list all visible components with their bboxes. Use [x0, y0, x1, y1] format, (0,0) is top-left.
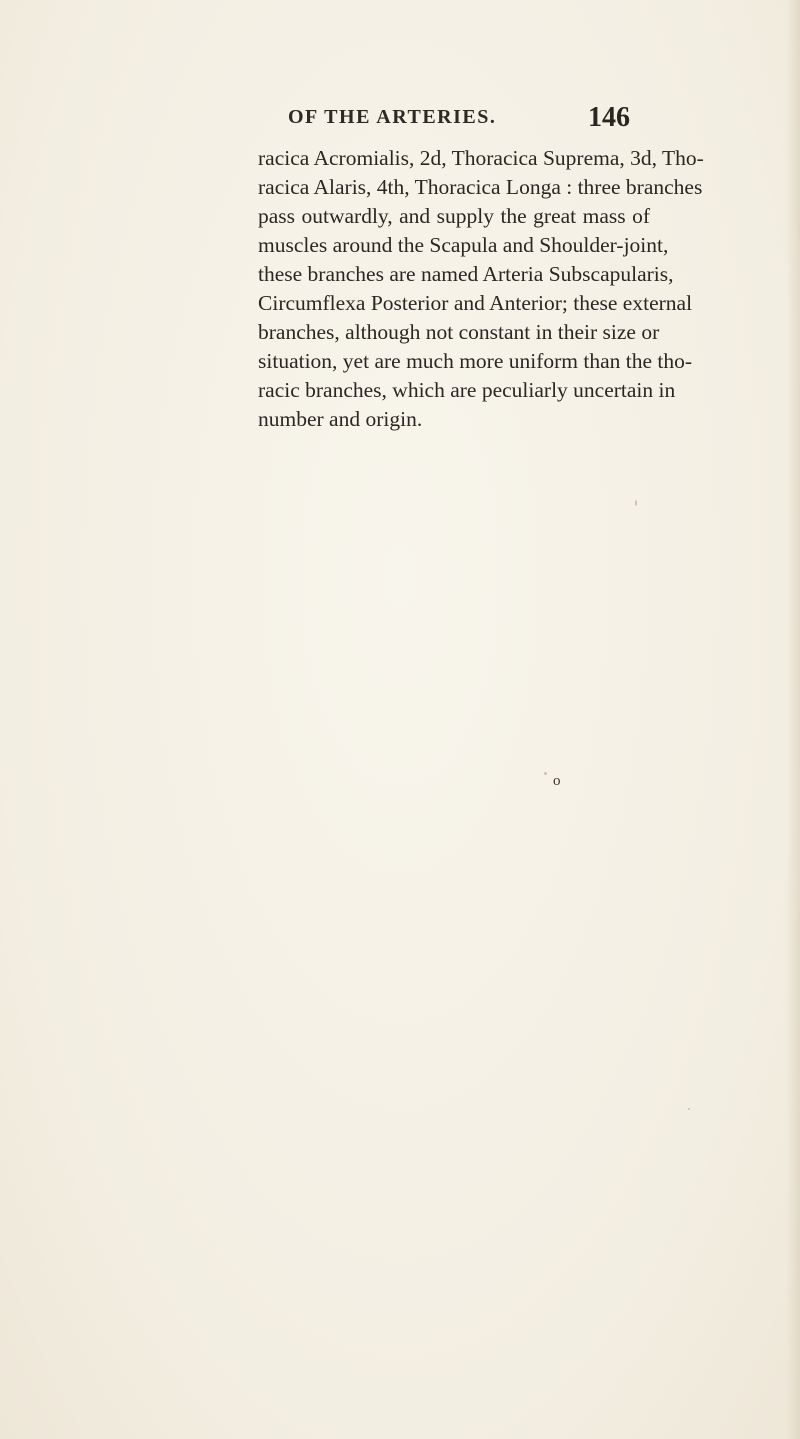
- running-head: [0, 102, 800, 132]
- text-line: pass outwardly, and supply the great mass of: [258, 204, 650, 228]
- text-line: these branches are named Arteria Subscapularis,: [258, 262, 674, 286]
- paper-speck: [544, 772, 547, 775]
- signature-mark: o: [553, 773, 561, 789]
- text-line-last: number and origin.: [258, 407, 423, 431]
- text-line: muscles around the Scapula and Shoulder-joint,: [258, 233, 669, 257]
- paper-speck: [688, 1108, 690, 1110]
- text-line: situation, yet are much more uniform than the tho-: [258, 349, 693, 373]
- page-number: 146: [588, 102, 630, 133]
- body-paragraph: [258, 144, 704, 434]
- text-line: racic branches, which are peculiarly uncertain in: [258, 378, 676, 402]
- text-line: racica Alaris, 4th, Thoracica Longa : three branches: [258, 175, 703, 199]
- text-line: racica Acromialis, 2d, Thoracica Suprema, 3d, Tho-: [258, 146, 704, 170]
- running-title: OF THE ARTERIES.: [288, 106, 497, 128]
- text-line: branches, although not constant in their size or: [258, 320, 660, 344]
- text-line: Circumflexa Posterior and Anterior; these external: [258, 291, 693, 315]
- paper-speck: [635, 500, 637, 506]
- page-edge-shadow: [786, 0, 800, 1439]
